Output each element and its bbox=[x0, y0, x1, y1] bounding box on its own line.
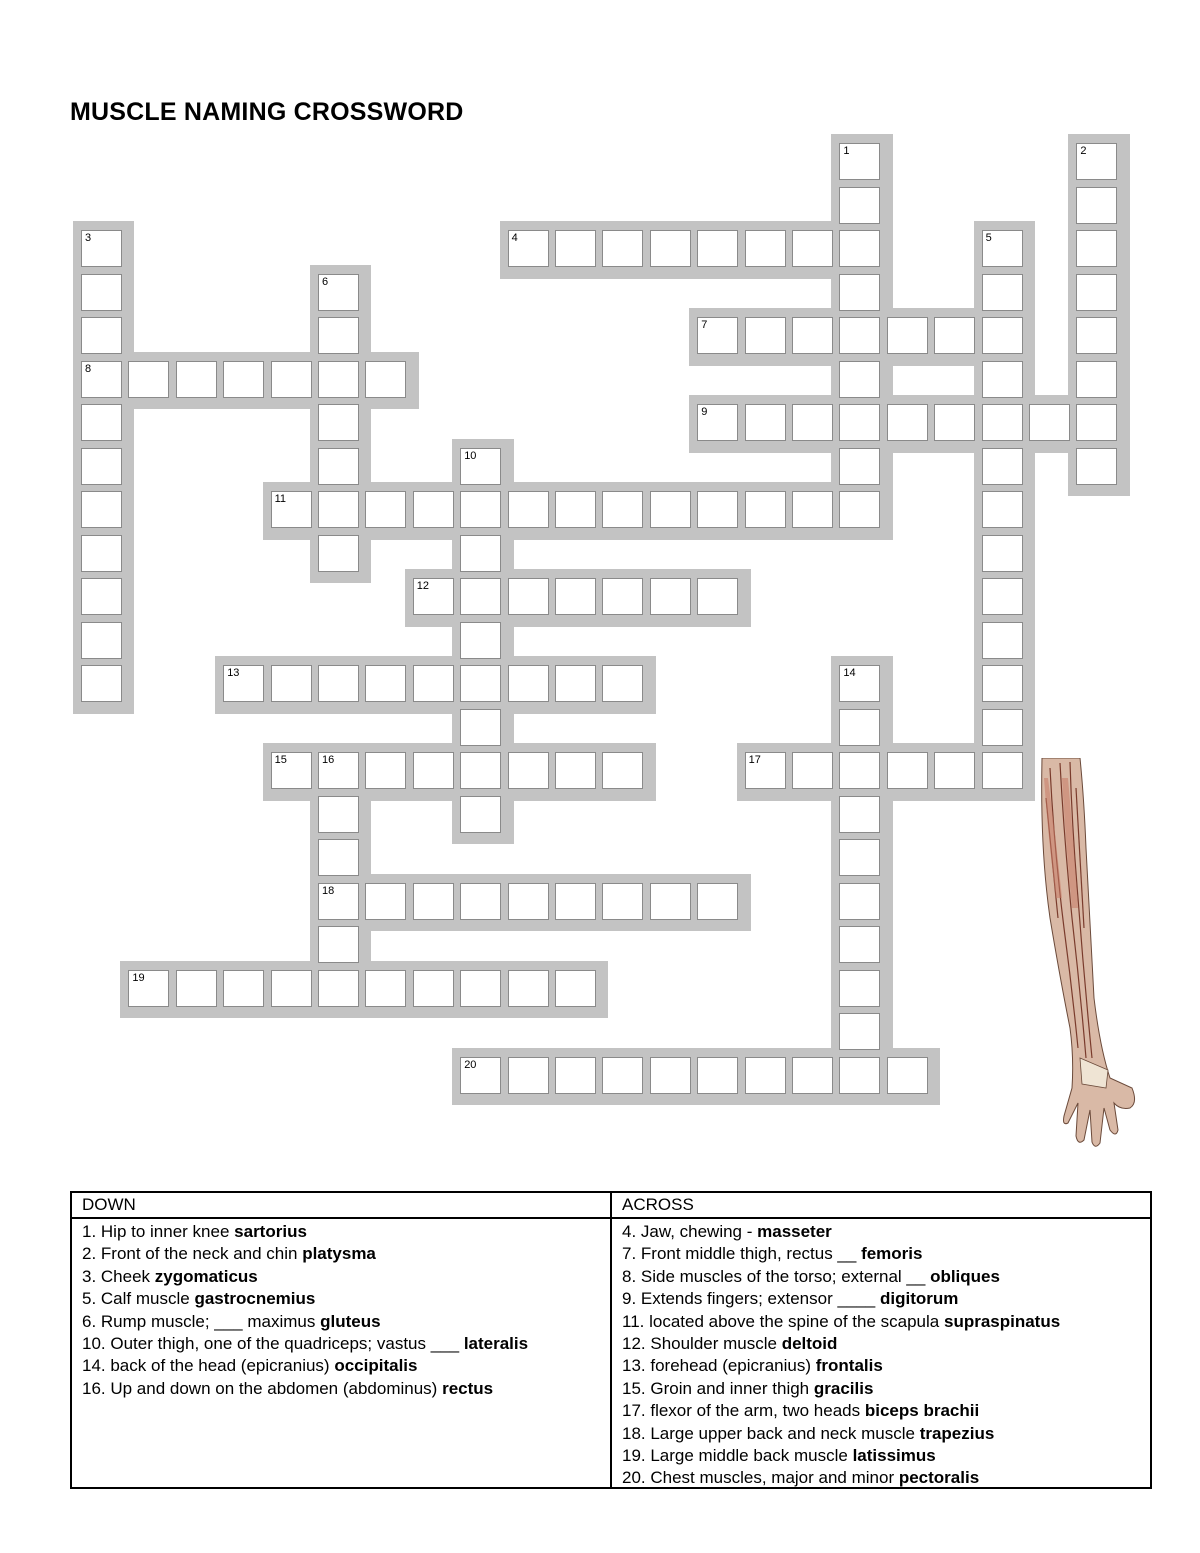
clue-answer: gracilis bbox=[813, 1378, 874, 1398]
crossword-cell[interactable] bbox=[81, 665, 122, 702]
crossword-cell[interactable] bbox=[792, 230, 833, 267]
crossword-cell[interactable] bbox=[555, 970, 596, 1007]
crossword-cell[interactable] bbox=[839, 926, 880, 963]
clue-text: 5. Calf muscle bbox=[82, 1289, 195, 1309]
crossword-cell[interactable] bbox=[555, 491, 596, 528]
across-clue bbox=[622, 1311, 1150, 1333]
clue-answer: biceps brachii bbox=[864, 1401, 980, 1421]
clue-answer: femoris bbox=[861, 1244, 923, 1264]
crossword-cell[interactable] bbox=[460, 578, 501, 615]
clue-answer: supraspinatus bbox=[943, 1311, 1061, 1331]
clue-answer: trapezius bbox=[919, 1423, 995, 1443]
crossword-cell[interactable] bbox=[508, 491, 549, 528]
crossword-cell[interactable] bbox=[745, 230, 786, 267]
clue-answer: gastrocnemius bbox=[194, 1289, 316, 1309]
crossword-cell[interactable] bbox=[460, 491, 501, 528]
crossword-cell[interactable] bbox=[839, 1013, 880, 1050]
page-title: MUSCLE NAMING CROSSWORD bbox=[70, 98, 464, 126]
crossword-cell[interactable] bbox=[839, 448, 880, 485]
clue-number-5: 5 bbox=[985, 232, 992, 244]
crossword-cell[interactable] bbox=[650, 1057, 691, 1094]
crossword-cell[interactable] bbox=[508, 970, 549, 1007]
clue-text: 1. Hip to inner knee bbox=[82, 1222, 235, 1241]
crossword-cell[interactable] bbox=[982, 361, 1023, 398]
clue-answer: masseter bbox=[757, 1222, 832, 1241]
crossword-cell[interactable] bbox=[1076, 274, 1117, 311]
clue-answer: frontalis bbox=[815, 1356, 883, 1376]
crossword-cell[interactable] bbox=[318, 970, 359, 1007]
crossword-cell[interactable] bbox=[365, 883, 406, 920]
crossword-cell[interactable] bbox=[602, 578, 643, 615]
crossword-cell[interactable] bbox=[318, 665, 359, 702]
clue-number-6: 6 bbox=[322, 275, 329, 288]
clue-text: 17. flexor of the arm, two heads bbox=[622, 1401, 865, 1421]
crossword-cell[interactable] bbox=[839, 317, 880, 354]
clue-number-1: 1 bbox=[843, 145, 850, 157]
crossword-cell[interactable] bbox=[839, 970, 880, 1007]
crossword-cell[interactable] bbox=[745, 317, 786, 354]
crossword-cell[interactable] bbox=[792, 404, 833, 441]
crossword-cell[interactable] bbox=[555, 752, 596, 789]
clue-number-8: 8 bbox=[85, 362, 92, 375]
crossword-cell[interactable] bbox=[223, 970, 264, 1007]
crossword-cell[interactable] bbox=[982, 622, 1023, 659]
crossword-cell[interactable] bbox=[460, 709, 501, 746]
crossword-cell[interactable] bbox=[602, 665, 643, 702]
clue-answer: occipitalis bbox=[334, 1356, 418, 1376]
crossword-cell[interactable] bbox=[460, 970, 501, 1007]
crossword-cell[interactable] bbox=[887, 752, 928, 789]
crossword-cell[interactable] bbox=[460, 796, 501, 833]
crossword-cell[interactable] bbox=[1076, 187, 1117, 224]
crossword-cell[interactable] bbox=[460, 665, 501, 702]
crossword-cell[interactable] bbox=[223, 361, 264, 398]
clue-number-9: 9 bbox=[701, 406, 708, 418]
crossword-cell[interactable] bbox=[982, 274, 1023, 311]
crossword-cell[interactable] bbox=[602, 1057, 643, 1094]
across-clue bbox=[622, 1378, 1150, 1400]
across-header: ACROSS bbox=[612, 1193, 1150, 1219]
clue-number-19: 19 bbox=[132, 971, 145, 984]
down-clue bbox=[82, 1266, 610, 1288]
crossword-cell[interactable] bbox=[271, 970, 312, 1007]
across-clue bbox=[622, 1355, 1150, 1377]
across-clue bbox=[622, 1445, 1150, 1467]
down-clue bbox=[82, 1221, 610, 1243]
clue-number-3: 3 bbox=[85, 232, 92, 244]
clue-text: 12. Shoulder muscle bbox=[622, 1334, 782, 1354]
crossword-cell[interactable] bbox=[365, 361, 406, 398]
across-clue bbox=[622, 1400, 1150, 1422]
crossword-cell[interactable] bbox=[508, 752, 549, 789]
crossword-cell[interactable] bbox=[508, 1057, 549, 1094]
crossword-cell[interactable] bbox=[602, 752, 643, 789]
clue-text: 19. Large middle back muscle bbox=[622, 1446, 853, 1466]
crossword-cell[interactable] bbox=[413, 665, 454, 702]
crossword-cell[interactable] bbox=[839, 187, 880, 224]
down-header: DOWN bbox=[72, 1193, 610, 1219]
crossword-cell[interactable] bbox=[555, 578, 596, 615]
crossword-cell[interactable] bbox=[555, 230, 596, 267]
forearm-muscles-icon bbox=[1020, 758, 1140, 1153]
clue-text: 2. Front of the neck and chin bbox=[82, 1244, 303, 1264]
crossword-cell[interactable] bbox=[982, 404, 1023, 441]
crossword-cell[interactable] bbox=[650, 491, 691, 528]
crossword-cell[interactable] bbox=[413, 883, 454, 920]
crossword-cell[interactable] bbox=[365, 491, 406, 528]
clue-table bbox=[70, 1191, 1152, 1489]
crossword-cell[interactable] bbox=[318, 796, 359, 833]
crossword-cell[interactable] bbox=[81, 578, 122, 615]
crossword-cell[interactable] bbox=[839, 839, 880, 876]
across-clue bbox=[622, 1243, 1150, 1265]
clue-text: 20. Chest muscles, major and minor bbox=[622, 1468, 899, 1488]
crossword-cell[interactable] bbox=[697, 578, 738, 615]
clue-number-10: 10 bbox=[464, 449, 477, 462]
crossword-cell[interactable] bbox=[839, 361, 880, 398]
crossword-cell[interactable] bbox=[650, 578, 691, 615]
crossword-cell[interactable] bbox=[839, 230, 880, 267]
across-column bbox=[610, 1193, 1150, 1487]
clue-text: 6. Rump muscle; ___ maximus bbox=[82, 1311, 321, 1331]
clue-answer: deltoid bbox=[781, 1334, 838, 1354]
clue-text: 9. Extends fingers; extensor ____ bbox=[622, 1289, 880, 1309]
crossword-cell[interactable] bbox=[839, 752, 880, 789]
clue-answer: pectoralis bbox=[898, 1468, 980, 1488]
clue-answer: digitorum bbox=[880, 1289, 959, 1309]
crossword-cell[interactable] bbox=[839, 1057, 880, 1094]
crossword-cell[interactable] bbox=[555, 1057, 596, 1094]
down-clue bbox=[82, 1378, 610, 1400]
crossword-cell[interactable] bbox=[887, 317, 928, 354]
crossword-cell[interactable] bbox=[318, 404, 359, 441]
crossword-cell[interactable] bbox=[745, 1057, 786, 1094]
crossword-cell[interactable] bbox=[318, 926, 359, 963]
down-clue bbox=[82, 1333, 610, 1355]
crossword-cell[interactable] bbox=[602, 491, 643, 528]
crossword-cell[interactable] bbox=[318, 491, 359, 528]
crossword-cell[interactable] bbox=[1076, 230, 1117, 267]
crossword-cell[interactable] bbox=[508, 578, 549, 615]
clue-number-16: 16 bbox=[322, 754, 335, 766]
crossword-cell[interactable] bbox=[460, 535, 501, 572]
crossword-cell[interactable] bbox=[460, 622, 501, 659]
crossword-cell[interactable] bbox=[792, 491, 833, 528]
crossword-cell[interactable] bbox=[413, 491, 454, 528]
crossword-cell[interactable] bbox=[982, 317, 1023, 354]
crossword-cell[interactable] bbox=[697, 883, 738, 920]
crossword-cell[interactable] bbox=[982, 752, 1023, 789]
across-clue-list bbox=[612, 1219, 1150, 1490]
crossword-cell[interactable] bbox=[697, 1057, 738, 1094]
crossword-cell[interactable] bbox=[982, 535, 1023, 572]
across-clue bbox=[622, 1221, 1150, 1243]
crossword-cell[interactable] bbox=[176, 361, 217, 398]
crossword-cell[interactable] bbox=[1076, 448, 1117, 485]
crossword-cell[interactable] bbox=[697, 230, 738, 267]
crossword-cell[interactable] bbox=[176, 970, 217, 1007]
crossword-cell[interactable] bbox=[982, 665, 1023, 702]
crossword-cell[interactable] bbox=[602, 883, 643, 920]
clue-text: 11. located above the spine of the scapula bbox=[622, 1311, 944, 1331]
crossword-cell[interactable] bbox=[81, 491, 122, 528]
crossword-cell[interactable] bbox=[81, 622, 122, 659]
crossword-cell[interactable] bbox=[365, 665, 406, 702]
across-clue bbox=[622, 1333, 1150, 1355]
crossword-cell[interactable] bbox=[1076, 404, 1117, 441]
clue-number-12: 12 bbox=[416, 580, 430, 592]
crossword-cell[interactable] bbox=[555, 665, 596, 702]
crossword-cell[interactable] bbox=[413, 752, 454, 789]
across-clue bbox=[622, 1288, 1150, 1310]
clue-number-20: 20 bbox=[464, 1058, 477, 1071]
crossword-cell[interactable] bbox=[839, 709, 880, 746]
clue-text: 14. back of the head (epicranius) bbox=[82, 1356, 335, 1376]
crossword-cell[interactable] bbox=[839, 404, 880, 441]
clue-text: 15. Groin and inner thigh bbox=[622, 1378, 814, 1398]
clue-answer: zygomaticus bbox=[154, 1266, 258, 1286]
crossword-cell[interactable] bbox=[839, 796, 880, 833]
crossword-cell[interactable] bbox=[555, 883, 596, 920]
across-clue bbox=[622, 1423, 1150, 1445]
clue-answer: gluteus bbox=[320, 1311, 381, 1331]
crossword-cell[interactable] bbox=[508, 883, 549, 920]
clue-number-2: 2 bbox=[1080, 145, 1087, 157]
crossword-cell[interactable] bbox=[508, 665, 549, 702]
clue-answer: latissimus bbox=[852, 1446, 936, 1466]
crossword-cell[interactable] bbox=[365, 970, 406, 1007]
clue-number-18: 18 bbox=[322, 884, 335, 897]
down-clue-list bbox=[72, 1219, 610, 1400]
clue-text: 13. forehead (epicranius) bbox=[622, 1356, 816, 1376]
down-clue bbox=[82, 1311, 610, 1333]
crossword-cell[interactable] bbox=[887, 1057, 928, 1094]
clue-answer: rectus bbox=[442, 1378, 494, 1398]
clue-number-17: 17 bbox=[748, 754, 761, 766]
clue-text: 4. Jaw, chewing - bbox=[622, 1222, 758, 1241]
crossword-cell[interactable] bbox=[365, 752, 406, 789]
crossword-cell[interactable] bbox=[982, 491, 1023, 528]
clue-number-15: 15 bbox=[274, 754, 287, 766]
crossword-cell[interactable] bbox=[81, 317, 122, 354]
crossword-cell[interactable] bbox=[650, 230, 691, 267]
crossword-cell[interactable] bbox=[745, 404, 786, 441]
clue-text: 16. Up and down on the abdomen (abdominus) bbox=[82, 1378, 443, 1398]
down-column bbox=[72, 1193, 610, 1487]
crossword-cell[interactable] bbox=[745, 491, 786, 528]
down-clue bbox=[82, 1243, 610, 1265]
clue-number-14: 14 bbox=[843, 667, 856, 679]
crossword-cell[interactable] bbox=[460, 752, 501, 789]
clue-text: 8. Side muscles of the torso; external __ bbox=[622, 1266, 931, 1286]
crossword-cell[interactable] bbox=[839, 491, 880, 528]
crossword-cell[interactable] bbox=[460, 883, 501, 920]
crossword-cell[interactable] bbox=[934, 752, 975, 789]
crossword-cell[interactable] bbox=[792, 1057, 833, 1094]
across-clue bbox=[622, 1467, 1150, 1489]
clue-number-11: 11 bbox=[274, 493, 287, 505]
crossword-cell[interactable] bbox=[1076, 361, 1117, 398]
down-clue bbox=[82, 1288, 610, 1310]
crossword-cell[interactable] bbox=[81, 404, 122, 441]
crossword-cell[interactable] bbox=[81, 274, 122, 311]
crossword-cell[interactable] bbox=[982, 578, 1023, 615]
clue-answer: sartorius bbox=[234, 1222, 307, 1241]
clue-number-7: 7 bbox=[701, 319, 708, 331]
crossword-cell[interactable] bbox=[982, 709, 1023, 746]
clue-text: 10. Outer thigh, one of the quadriceps; vastus ___ bbox=[82, 1334, 464, 1354]
clue-answer: obliques bbox=[930, 1266, 1000, 1286]
crossword-cell[interactable] bbox=[128, 361, 169, 398]
clue-text: 18. Large upper back and neck muscle bbox=[622, 1423, 920, 1443]
clue-text: 3. Cheek bbox=[82, 1266, 155, 1286]
crossword-cell[interactable] bbox=[887, 404, 928, 441]
down-clue bbox=[82, 1355, 610, 1377]
clue-number-13: 13 bbox=[227, 667, 240, 679]
crossword-cell[interactable] bbox=[271, 361, 312, 398]
crossword-cell[interactable] bbox=[1076, 317, 1117, 354]
crossword-cell[interactable] bbox=[650, 883, 691, 920]
crossword-cell[interactable] bbox=[81, 535, 122, 572]
clue-text: 7. Front middle thigh, rectus __ bbox=[622, 1244, 862, 1264]
crossword-cell[interactable] bbox=[1029, 404, 1070, 441]
crossword-cell[interactable] bbox=[271, 665, 312, 702]
clue-answer: platysma bbox=[302, 1244, 376, 1264]
crossword-cell[interactable] bbox=[318, 361, 359, 398]
across-clue bbox=[622, 1266, 1150, 1288]
crossword-cell[interactable] bbox=[934, 317, 975, 354]
crossword-cell[interactable] bbox=[413, 970, 454, 1007]
crossword-cell[interactable] bbox=[318, 535, 359, 572]
crossword-cell[interactable] bbox=[982, 448, 1023, 485]
crossword-cell[interactable] bbox=[318, 839, 359, 876]
crossword-cell[interactable] bbox=[839, 274, 880, 311]
crossword-cell[interactable] bbox=[792, 317, 833, 354]
crossword-cell[interactable] bbox=[318, 317, 359, 354]
clue-answer: lateralis bbox=[463, 1334, 529, 1354]
crossword-cell[interactable] bbox=[839, 883, 880, 920]
crossword-cell[interactable] bbox=[697, 491, 738, 528]
crossword-cell[interactable] bbox=[81, 448, 122, 485]
crossword-cell[interactable] bbox=[602, 230, 643, 267]
crossword-cell[interactable] bbox=[934, 404, 975, 441]
clue-number-4: 4 bbox=[511, 232, 518, 244]
crossword-cell[interactable] bbox=[318, 448, 359, 485]
crossword-cell[interactable] bbox=[792, 752, 833, 789]
